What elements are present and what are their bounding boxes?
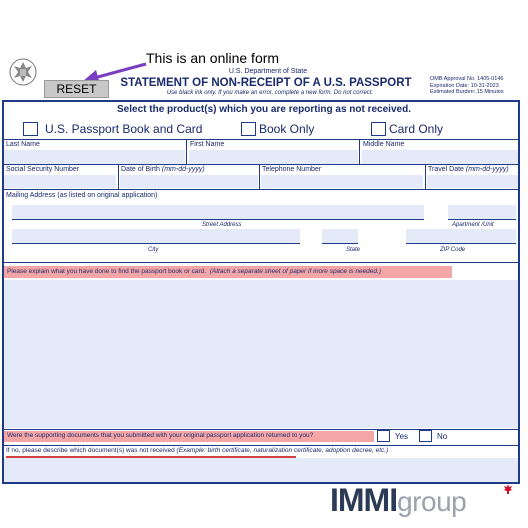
documents-followup-field[interactable] — [4, 458, 518, 482]
city-field[interactable] — [12, 229, 300, 243]
ssn-field[interactable] — [4, 175, 116, 188]
annotation-text: This is an online form — [146, 50, 280, 66]
documents-followup: If no, please describe which document(s) was not received (Example: birth certificate, naturalization certificate, adoption decree, etc.) — [6, 447, 389, 454]
apartment-field[interactable] — [448, 205, 516, 219]
logo-group-text: group — [397, 486, 467, 517]
ssn-label: Social Security Number — [6, 166, 80, 173]
dob-label: Date of Birth (mm-dd-yyyy) — [121, 166, 205, 173]
dob-field[interactable] — [120, 175, 258, 188]
form-instructions: Use black ink only. If you make an error, complete a new form. Do not correct. — [166, 90, 374, 96]
explain-prompt: Please explain what you have done to find the passport book or card. (Attach a separate sheet of paper if more space is needed.) — [7, 268, 382, 275]
checkbox-book-only-label: Book Only — [259, 122, 315, 136]
omb-burden: Estimated Burden: 15 Minutes — [430, 89, 504, 95]
first-name-label: First Name — [190, 141, 225, 148]
checkbox-book-and-card-label: U.S. Passport Book and Card — [45, 122, 203, 136]
zip-code-field[interactable] — [406, 229, 516, 243]
middle-name-label: Middle Name — [363, 141, 405, 148]
checkbox-no-label: No — [437, 432, 448, 441]
travel-date-field[interactable] — [427, 175, 518, 188]
checkbox-book-only[interactable] — [241, 122, 256, 136]
last-name-label: Last Name — [6, 141, 40, 148]
apartment-caption: Apartment /Unit — [452, 222, 494, 228]
product-select-heading: Select the product(s) which you are reporting as not received. — [117, 104, 411, 115]
checkbox-card-only[interactable] — [371, 122, 386, 136]
street-address-field[interactable] — [12, 205, 424, 219]
checkbox-yes[interactable] — [377, 430, 390, 442]
first-name-field[interactable] — [189, 150, 358, 164]
checkbox-book-and-card[interactable] — [23, 122, 38, 136]
travel-date-label: Travel Date (mm-dd-yyyy) — [428, 166, 509, 173]
immigroup-logo — [330, 482, 466, 518]
checkbox-no[interactable] — [419, 430, 432, 442]
omb-approval: OMB Approval No. 1405-0146 — [430, 76, 504, 82]
phone-field[interactable] — [261, 175, 423, 188]
reset-button[interactable]: RESET — [44, 80, 109, 98]
omb-expiration: Expiration Date: 10-31-2023 — [430, 82, 499, 89]
city-caption: City — [148, 247, 159, 253]
mailing-address-label: Mailing Address (as listed on original application) — [6, 192, 158, 199]
logo-immi-text: IMMI — [330, 482, 398, 518]
omb-block — [430, 76, 504, 96]
checkbox-yes-label: Yes — [395, 432, 409, 441]
great-seal-icon — [8, 56, 38, 88]
form-title: STATEMENT OF NON-RECEIPT OF A U.S. PASSPORT — [120, 77, 412, 89]
zip-code-caption: ZIP Code — [440, 247, 466, 253]
documents-question: Were the supporting documents that you submitted with your original passport application returned to you? — [7, 432, 314, 439]
street-address-caption: Street Address — [202, 222, 242, 228]
last-name-field[interactable] — [4, 150, 185, 164]
department-label: U.S. Department of State — [228, 68, 308, 75]
state-caption: State — [346, 247, 361, 253]
phone-label: Telephone Number — [262, 166, 322, 173]
middle-name-field[interactable] — [362, 150, 518, 164]
state-field[interactable] — [322, 229, 358, 243]
checkbox-card-only-label: Card Only — [389, 122, 444, 136]
explain-textarea[interactable] — [4, 280, 518, 428]
maple-leaf-icon — [503, 484, 513, 494]
